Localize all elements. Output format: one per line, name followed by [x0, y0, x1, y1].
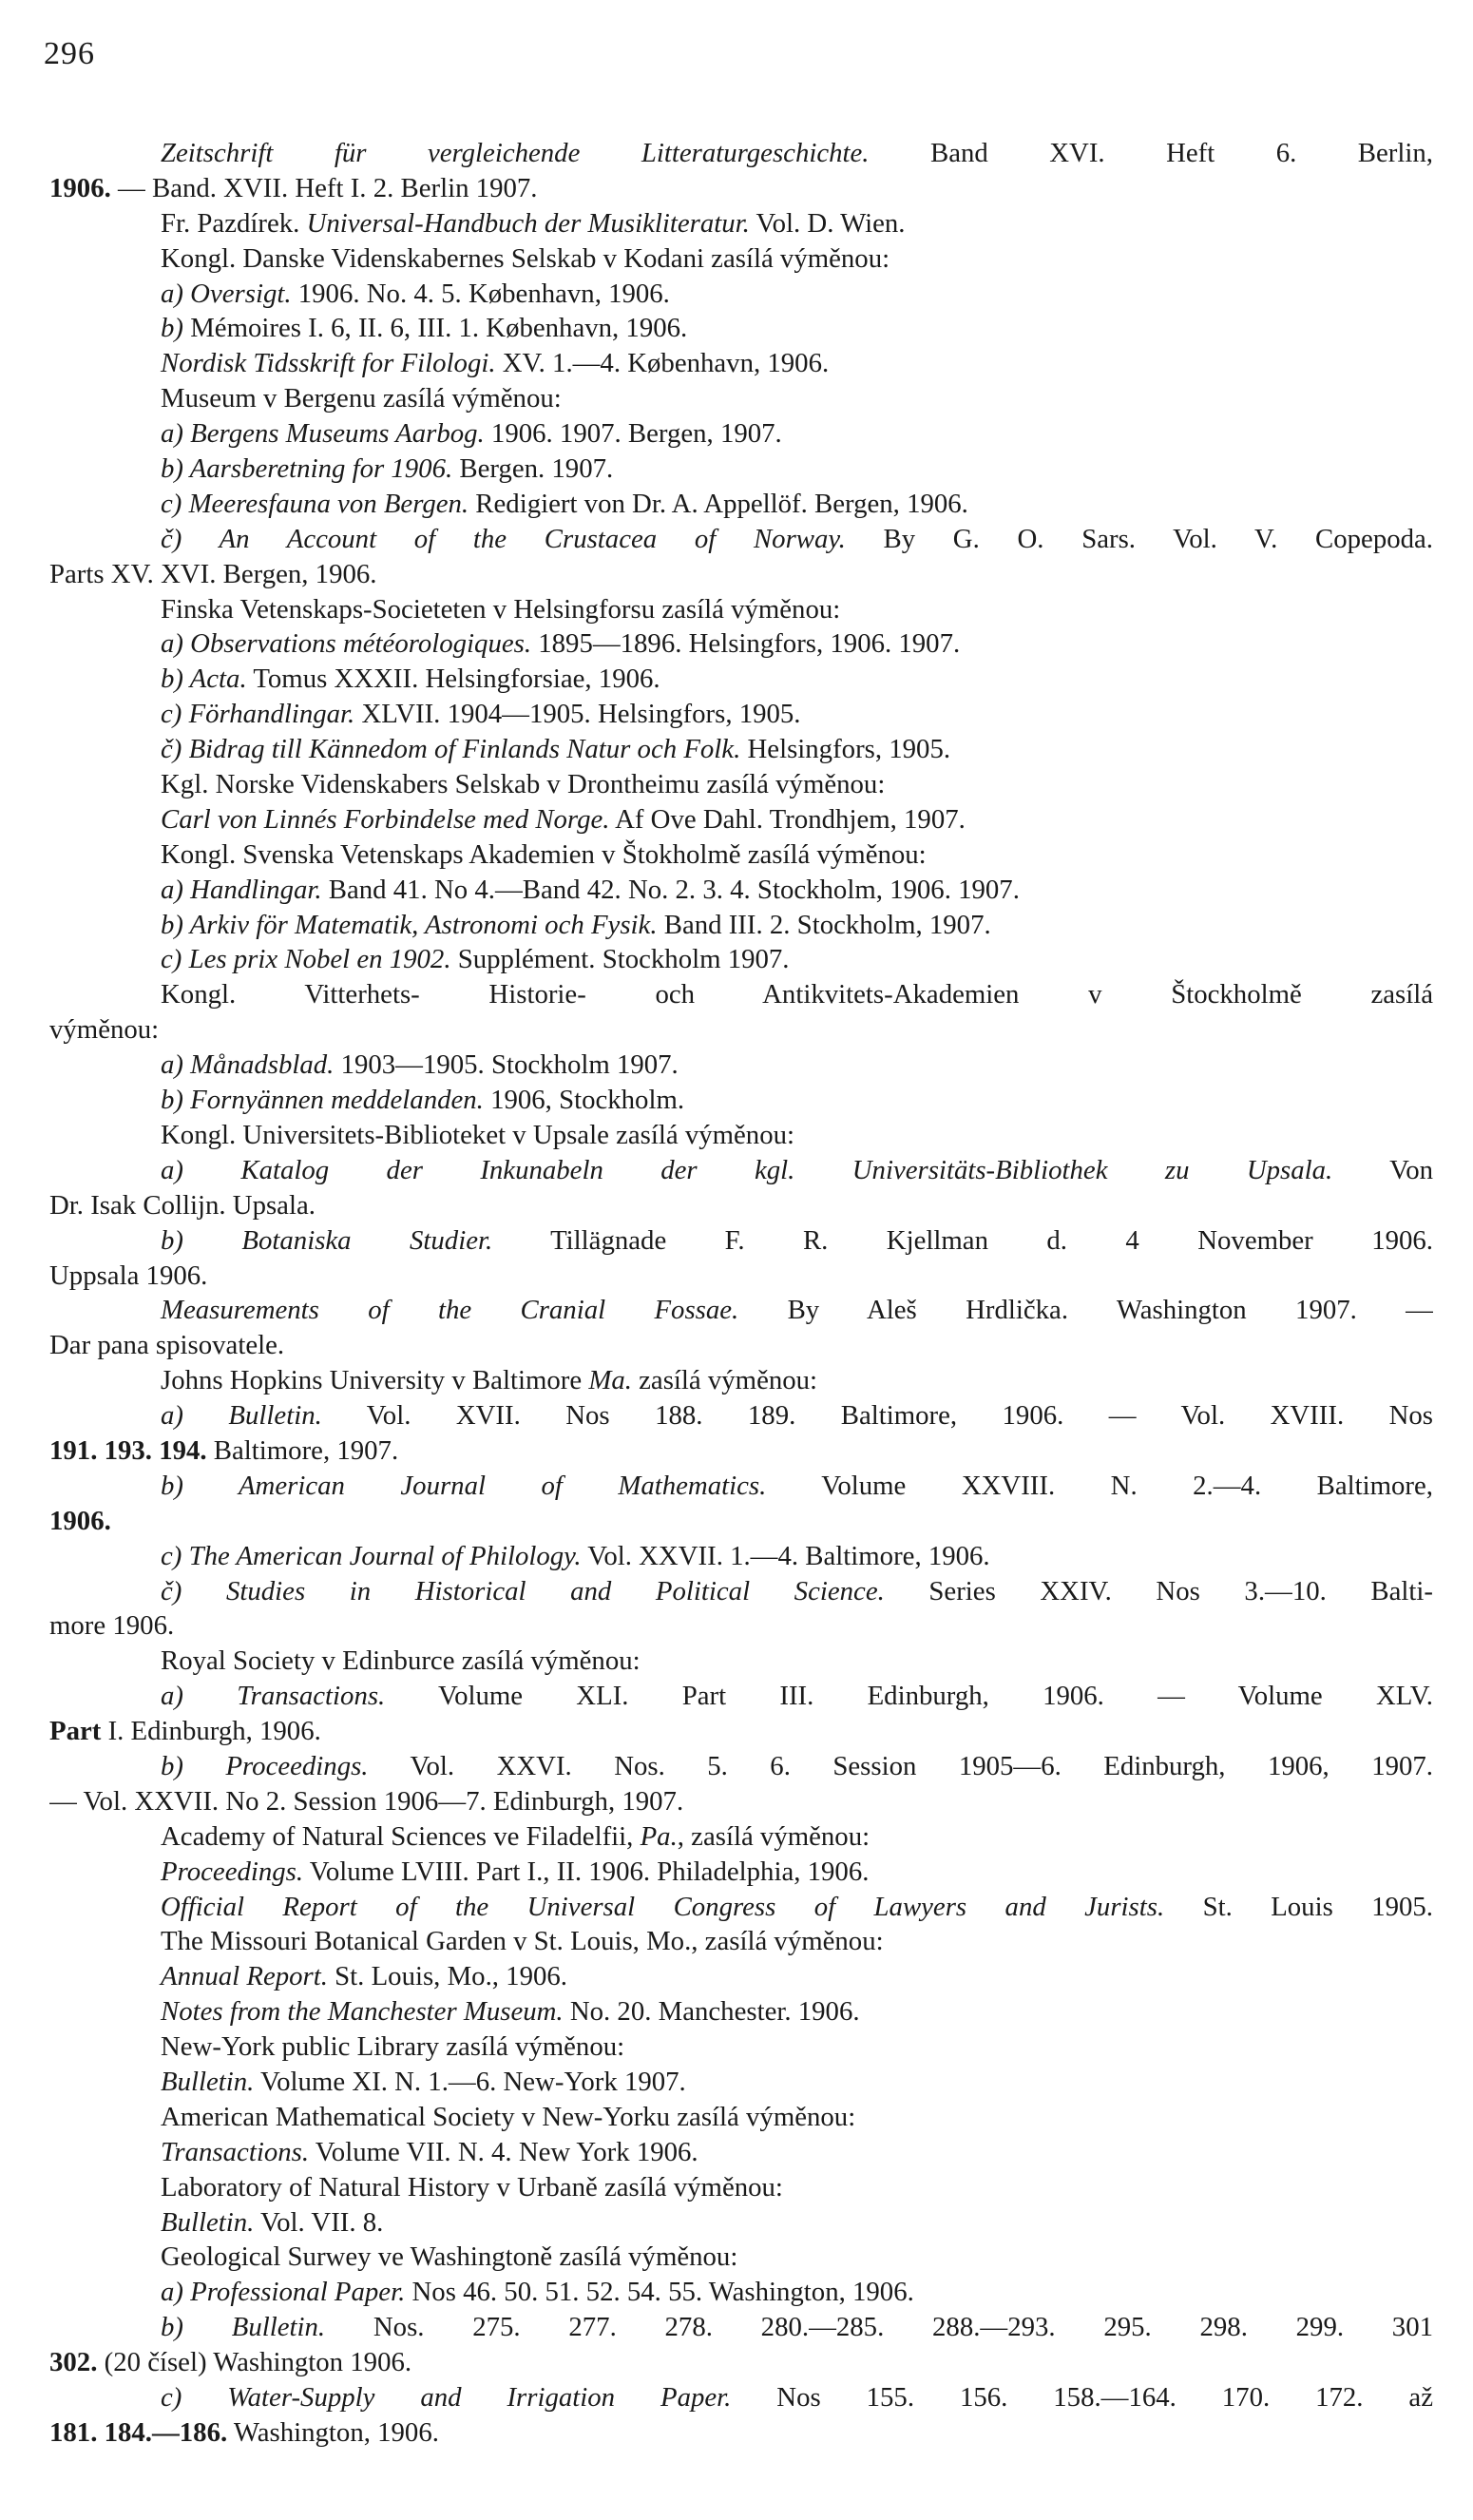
text-segment: Helsingfors, 1905.: [740, 734, 951, 765]
text-segment: St. Louis 1905.: [1164, 1891, 1433, 1922]
text-line: [49, 592, 1433, 627]
text-segment: Bulletin.: [161, 2206, 255, 2238]
text-line: [49, 977, 1433, 1012]
text-segment: Proceedings.: [161, 1856, 304, 1887]
text-segment: c) Les prix Nobel en 1902.: [161, 944, 451, 975]
text-segment: — Band. XVII. Heft I. 2. Berlin 1907.: [110, 172, 538, 203]
text-line: [49, 2205, 1433, 2241]
page-body: [49, 136, 1433, 2451]
text-segment: Volume VII. N. 4. New York 1906.: [309, 2136, 698, 2167]
text-line: [49, 1749, 1433, 1784]
text-segment: Uppsala 1906.: [49, 1260, 208, 1291]
text-segment: Redigiert von Dr. A. Appellöf. Bergen, 1906.: [469, 488, 968, 519]
text-line: [49, 1504, 1433, 1539]
text-segment: c) Förhandlingar.: [161, 699, 355, 730]
text-segment: Nos 155. 156. 158.—164. 170. 172. až: [731, 2382, 1433, 2413]
text-line: [49, 942, 1433, 977]
text-line: [49, 487, 1433, 522]
text-line: [49, 241, 1433, 277]
text-line: [49, 697, 1433, 732]
text-segment: Band III. 2. Stockholm, 1907.: [657, 909, 991, 940]
text-line: [49, 557, 1433, 592]
text-segment: American Mathematical Society v New-Yorku zasílá výměnou:: [161, 2101, 856, 2132]
text-segment: Laboratory of Natural History v Urbaně zasílá výměnou:: [161, 2171, 783, 2203]
text-segment: a) Handlingar.: [161, 874, 322, 905]
text-segment: Washington, 1906.: [227, 2416, 439, 2448]
text-line: [49, 1259, 1433, 1294]
text-line: [49, 1012, 1433, 1048]
text-segment: 1906. 1907. Bergen, 1907.: [484, 418, 782, 450]
text-line: [49, 2275, 1433, 2310]
text-segment: Volume XI. N. 1.—6. New-York 1907.: [254, 2066, 686, 2097]
text-segment: Af Ove Dahl. Trondhjem, 1907.: [609, 803, 966, 835]
text-segment: Vol. VII. 8.: [254, 2206, 384, 2238]
text-segment: Volume LVIII. Part I., II. 1906. Philadelphia, 1906.: [303, 1856, 870, 1887]
text-segment: Part: [49, 1716, 102, 1747]
text-segment: c) Meeresfauna von Bergen.: [161, 488, 469, 519]
text-line: [49, 1433, 1433, 1469]
text-segment: Johns Hopkins University v Baltimore: [161, 1365, 589, 1396]
text-line: [49, 837, 1433, 873]
text-line: [49, 1959, 1433, 1994]
text-segment: I. Edinburgh, 1906.: [101, 1716, 321, 1747]
text-segment: Museum v Bergenu zasílá výměnou:: [161, 383, 562, 414]
text-segment: (20 čísel) Washington 1906.: [97, 2347, 412, 2378]
text-segment: Carl von Linnés Forbindelse med Norge.: [161, 803, 610, 835]
text-segment: Measurements of the Cranial Fossae.: [161, 1295, 739, 1326]
text-segment: Baltimore, 1907.: [206, 1434, 399, 1466]
text-segment: Volume XXVIII. N. 2.—4. Baltimore,: [766, 1470, 1433, 1501]
text-segment: By G. O. Sars. Vol. V. Copepoda.: [845, 523, 1433, 554]
text-segment: zasílá výměnou:: [631, 1365, 818, 1396]
text-line: [49, 1608, 1433, 1644]
text-segment: XLVII. 1904—1905. Helsingfors, 1905.: [354, 699, 801, 730]
text-segment: 191. 193. 194.: [49, 1434, 207, 1466]
text-line: [49, 2415, 1433, 2451]
text-line: [49, 626, 1433, 662]
text-line: [49, 1890, 1433, 1925]
text-line: [49, 522, 1433, 557]
text-segment: Band 41. No 4.—Band 42. No. 2. 3. 4. Stockholm, 1906. 1907.: [321, 874, 1020, 905]
text-segment: Von: [1332, 1154, 1433, 1185]
text-segment: 1906.: [49, 1505, 111, 1536]
text-segment: more 1906.: [49, 1610, 175, 1642]
text-segment: Pa.: [640, 1820, 678, 1852]
text-segment: Supplément. Stockholm 1907.: [450, 944, 790, 975]
text-line: [49, 1644, 1433, 1679]
text-segment: 1906.: [49, 172, 111, 203]
text-line: [49, 732, 1433, 767]
text-line: [49, 2029, 1433, 2065]
text-segment: — Vol. XXVII. No 2. Session 1906—7. Edinburgh, 1907.: [49, 1785, 684, 1817]
text-segment: b) Bulletin.: [161, 2312, 326, 2343]
text-segment: Vol. XXVI. Nos. 5. 6. Session 1905—6. Edinburgh, 1906, 1907.: [368, 1750, 1433, 1781]
text-segment: b): [161, 313, 183, 344]
text-segment: b) Fornyännen meddelanden.: [161, 1085, 484, 1116]
text-line: [49, 1819, 1433, 1855]
text-segment: b) Proceedings.: [161, 1750, 369, 1781]
text-segment: 1906. No. 4. 5. København, 1906.: [291, 278, 670, 309]
text-line: [49, 2170, 1433, 2205]
text-line: [49, 346, 1433, 381]
text-segment: St. Louis, Mo., 1906.: [327, 1961, 567, 1992]
text-segment: č) Bidrag till Kännedom of Finlands Natur och Folk.: [161, 734, 741, 765]
text-segment: , zasílá výměnou:: [677, 1820, 870, 1852]
text-segment: Academy of Natural Sciences ve Filadelfii,: [161, 1820, 641, 1852]
text-line: [49, 2345, 1433, 2380]
text-segment: Vol. XXVII. 1.—4. Baltimore, 1906.: [581, 1540, 990, 1571]
text-line: [49, 311, 1433, 346]
text-line: [49, 1188, 1433, 1223]
text-segment: a) Professional Paper.: [161, 2277, 406, 2308]
text-segment: č) Studies in Historical and Political Science.: [161, 1575, 885, 1606]
text-segment: a) Månadsblad.: [161, 1049, 335, 1081]
text-segment: a) Katalog der Inkunabeln der kgl. Universitäts-Bibliothek zu Upsala.: [161, 1154, 1333, 1185]
text-segment: b) Acta.: [161, 664, 247, 695]
text-line: [49, 1714, 1433, 1749]
text-line: [49, 2135, 1433, 2170]
text-line: [49, 1469, 1433, 1504]
text-segment: 181. 184.—186.: [49, 2416, 228, 2448]
text-line: [49, 1539, 1433, 1574]
text-line: [49, 2380, 1433, 2415]
text-segment: 1906, Stockholm.: [483, 1085, 685, 1116]
text-line: [49, 381, 1433, 416]
text-line: [49, 136, 1433, 171]
text-line: [49, 1293, 1433, 1328]
text-line: [49, 1118, 1433, 1153]
text-segment: Band XVI. Heft 6. Berlin,: [869, 138, 1433, 168]
text-segment: Transactions.: [161, 2136, 310, 2167]
text-line: [49, 206, 1433, 241]
text-line: [49, 802, 1433, 837]
text-line: [49, 2065, 1433, 2100]
text-segment: b) American Journal of Mathematics.: [161, 1470, 767, 1501]
text-line: [49, 2100, 1433, 2135]
text-line: [49, 1223, 1433, 1259]
text-line: [49, 1574, 1433, 1609]
text-segment: výměnou:: [49, 1014, 160, 1046]
text-line: [49, 1083, 1433, 1118]
text-line: [49, 1784, 1433, 1819]
text-segment: Bergen. 1907.: [452, 453, 614, 485]
text-segment: c) The American Journal of Philology.: [161, 1540, 582, 1571]
text-segment: The Missouri Botanical Garden v St. Louis, Mo., zasílá výměnou:: [161, 1926, 884, 1957]
text-segment: Nos. 275. 277. 278. 280.—285. 288.—293. 295. 298. 299. 301: [325, 2312, 1433, 2343]
text-segment: Kongl. Danske Videnskabernes Selskab v Kodani zasílá výměnou:: [161, 242, 890, 274]
text-line: [49, 908, 1433, 943]
text-segment: 1903—1905. Stockholm 1907.: [334, 1049, 679, 1081]
text-line: [49, 767, 1433, 802]
text-line: [49, 1855, 1433, 1890]
text-segment: Bulletin.: [161, 2066, 255, 2097]
text-segment: b) Arkiv för Matematik, Astronomi och Fysik.: [161, 909, 658, 940]
text-segment: Kongl. Universitets-Biblioteket v Upsale zasílá výměnou:: [161, 1119, 794, 1150]
text-line: [49, 1994, 1433, 2029]
text-segment: Fr. Pazdírek.: [161, 207, 307, 239]
text-line: [49, 452, 1433, 487]
page-number: 296: [44, 36, 95, 71]
text-segment: 1895—1896. Helsingfors, 1906. 1907.: [531, 628, 961, 660]
text-segment: Mémoires I. 6, II. 6, III. 1. København, 1906.: [183, 313, 688, 344]
text-segment: Finska Vetenskaps-Societeten v Helsingforsu zasílá výměnou:: [161, 593, 841, 625]
text-segment: Nos 46. 50. 51. 52. 54. 55. Washington, 1906.: [405, 2277, 914, 2308]
text-segment: Volume XLI. Part III. Edinburgh, 1906. — Volume XLV.: [385, 1681, 1433, 1712]
text-segment: Universal-Handbuch der Musikliteratur.: [306, 207, 750, 239]
text-line: [49, 171, 1433, 206]
text-segment: Dar pana spisovatele.: [49, 1330, 285, 1361]
text-segment: Notes from the Manchester Museum.: [161, 1996, 564, 2028]
text-line: [49, 1924, 1433, 1959]
text-segment: a) Bulletin.: [161, 1400, 322, 1432]
text-line: [49, 873, 1433, 908]
text-segment: Series XXIV. Nos 3.—10. Balti-: [884, 1575, 1433, 1606]
text-segment: b) Aarsberetning for 1906.: [161, 453, 453, 485]
text-line: [49, 1153, 1433, 1188]
text-line: [49, 1398, 1433, 1433]
text-line: [49, 1363, 1433, 1398]
text-segment: a) Observations météorologiques.: [161, 628, 532, 660]
text-segment: č) An Account of the Crustacea of Norway.: [161, 523, 846, 554]
text-segment: c) Water-Supply and Irrigation Paper.: [161, 2382, 732, 2413]
text-segment: 302.: [49, 2347, 98, 2378]
text-segment: Zeitschrift für vergleichende Litteraturgeschichte.: [161, 138, 870, 168]
text-segment: Kongl. Svenska Vetenskaps Akademien v Štokholmě zasílá výměnou:: [161, 838, 927, 870]
text-segment: Dr. Isak Collijn. Upsala.: [49, 1189, 316, 1221]
text-line: [49, 1679, 1433, 1714]
text-line: [49, 1048, 1433, 1083]
text-line: [49, 2310, 1433, 2345]
text-segment: Parts XV. XVI. Bergen, 1906.: [49, 558, 377, 589]
text-segment: a) Oversigt.: [161, 278, 292, 309]
text-line: [49, 416, 1433, 452]
text-segment: b) Botaniska Studier.: [161, 1224, 493, 1256]
text-segment: Kgl. Norske Videnskabers Selskab v Drontheimu zasílá výměnou:: [161, 769, 886, 800]
text-line: [49, 2240, 1433, 2275]
text-segment: XV. 1.—4. København, 1906.: [495, 348, 830, 379]
text-segment: a) Bergens Museums Aarbog.: [161, 418, 485, 450]
text-segment: Royal Society v Edinburce zasílá výměnou:: [161, 1645, 641, 1677]
text-segment: Annual Report.: [161, 1961, 328, 1992]
text-segment: By Aleš Hrdlička. Washington 1907. —: [738, 1295, 1433, 1326]
text-line: [49, 662, 1433, 697]
text-segment: Nordisk Tidsskrift for Filologi.: [161, 348, 496, 379]
text-segment: Tomus XXXII. Helsingforsiae, 1906.: [246, 664, 660, 695]
text-line: [49, 1328, 1433, 1363]
text-segment: Vol. XVII. Nos 188. 189. Baltimore, 1906. — Vol. XVIII. Nos: [321, 1400, 1433, 1432]
text-segment: New-York public Library zasílá výměnou:: [161, 2031, 625, 2063]
text-segment: Vol. D. Wien.: [749, 207, 906, 239]
text-segment: Official Report of the Universal Congress of Lawyers and Jurists.: [161, 1891, 1165, 1922]
text-segment: Kongl. Vitterhets- Historie- och Antikvitets-Akademien v Štockholmě zasílá: [161, 979, 1433, 1010]
text-line: [49, 277, 1433, 312]
text-segment: Ma.: [588, 1365, 632, 1396]
text-segment: Tillägnade F. R. Kjellman d. 4 November 1906.: [492, 1224, 1433, 1256]
text-segment: Geological Surwey ve Washingtoně zasílá výměnou:: [161, 2241, 738, 2273]
text-segment: a) Transactions.: [161, 1681, 386, 1712]
text-segment: No. 20. Manchester. 1906.: [563, 1996, 860, 2028]
